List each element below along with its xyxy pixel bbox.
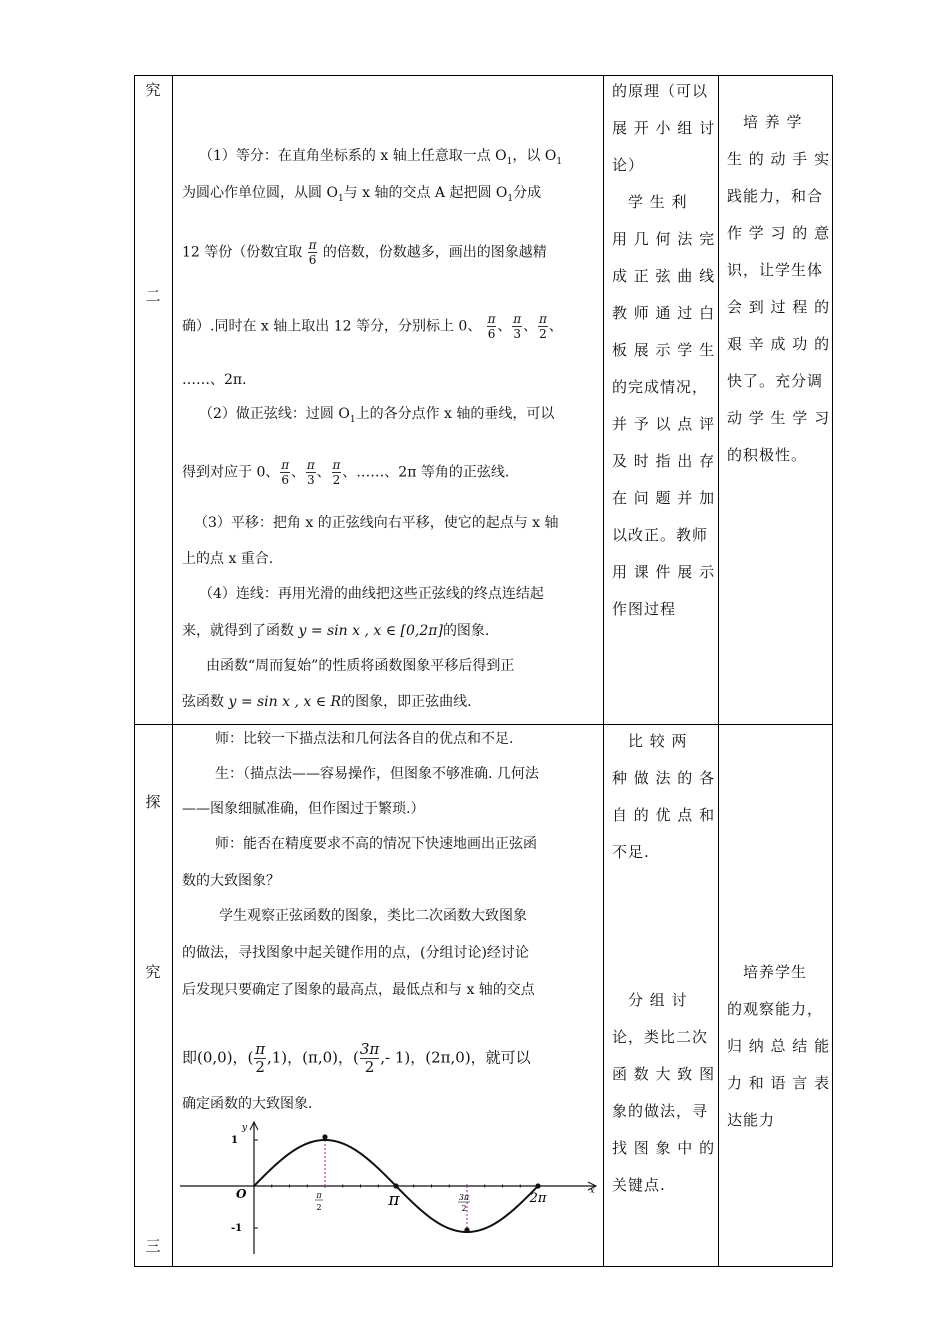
step1-line2: 为圆心作单位圆，从圆 $O_1$与 x 轴的交点 A 起把圆 $O_1$分成 xyxy=(182,185,542,204)
fraction-pi-over-2: $\frac{\pi}{2}$ xyxy=(538,312,547,341)
activity-line: 展 开 小 组 讨 xyxy=(612,119,716,137)
x-label-pi-half-den: 2 xyxy=(316,1203,322,1212)
dialog-teacher-2: 师：能否在精度要求不高的情况下快速地画出正弦函 xyxy=(215,836,537,852)
formula-domain-R: x ∈ R xyxy=(303,694,342,710)
intent-line: 践能力，和合 xyxy=(727,187,824,205)
step1-line3: 12 等份（份数宜取 $\frac{\pi}{6}$ 的倍数，份数越多，画出的图象越精 xyxy=(182,238,547,267)
dialog-teacher-2-cont: 数的大致图象？ xyxy=(182,873,280,889)
upper-intent-column xyxy=(727,104,830,474)
intent-line: 归 纳 总 结 能 xyxy=(727,1037,831,1055)
activity-line: 论） xyxy=(612,156,645,174)
dialog-student-1-cont: ——图象细腻准确，但作图过于繁琐.） xyxy=(182,801,425,817)
activity-line: 用 课 件 展 示 xyxy=(612,563,716,581)
x-label-2pi: 2π xyxy=(529,1191,547,1206)
activity-line: 作图过程 xyxy=(612,600,677,618)
step3-line2: 上的点 x 重合. xyxy=(182,551,274,567)
fraction-pi-over-2: $\frac{\pi}{2}$ xyxy=(255,1040,266,1076)
fraction-pi-over-6: $\frac{\pi}{6}$ xyxy=(308,238,317,267)
activity-line: 的完成情况， xyxy=(612,378,709,396)
fraction-pi-over-3: $\frac{\pi}{3}$ xyxy=(513,312,522,341)
intent-line: 识，让学生体 xyxy=(727,261,824,279)
lower-activity-column xyxy=(612,723,715,1204)
table-divider-2 xyxy=(603,75,604,1267)
key-point-min xyxy=(464,1227,469,1232)
stage-char-jiu-bottom: 究 xyxy=(145,963,161,981)
activity-line: 以改正。教师 xyxy=(612,526,709,544)
fraction-pi-over-6: $\frac{\pi}{6}$ xyxy=(487,312,496,341)
activity-line: 象的做法，寻 xyxy=(612,1102,709,1120)
activity-line: 成 正 弦 曲 线 xyxy=(612,267,716,285)
intent-line: 培 养 学 xyxy=(727,113,803,131)
activity-line: 自 的 优 点 和 xyxy=(612,806,716,824)
formula-y-sinx: y = sin x , xyxy=(298,623,369,639)
key-point-2pi xyxy=(535,1183,540,1188)
x-label-3pi-half-den: 2 xyxy=(461,1204,467,1213)
x-label-pi: π xyxy=(388,1190,400,1210)
intent-line: 的观察能力， xyxy=(727,1000,824,1018)
observation-line3: 后发现只要确定了图象的最高点，最低点和与 x 轴的交点 xyxy=(182,982,535,998)
stage-char-tan: 探 xyxy=(145,793,161,811)
step1-line4: 确）.同时在 x 轴上取出 12 等分，分别标上 0、 $\frac{\pi}{6}$ 、 $\frac{\pi}{3}$ 、 $\frac{\pi}{2}$ 、 xyxy=(182,312,563,341)
table-border-right xyxy=(832,75,833,1267)
table-border-top xyxy=(134,75,833,76)
formula-y-sinx: y = sin x , xyxy=(228,694,299,710)
key-points-line: 即(0,0)，( $\frac{\pi}{2}$ ,1)，(π,0)，( $\frac{3\pi}{2}$ ,- 1)，(2π,0)，就可以 xyxy=(182,1040,531,1076)
key-points-conclusion: 确定函数的大致图象. xyxy=(182,1096,313,1112)
step4-line2: 来，就得到了函数 y = sin x , x ∈ [0,2π]的图象. xyxy=(182,623,490,639)
intent-line: 动 学 生 学 习 xyxy=(727,409,831,427)
y-tick-minus-1: -1 xyxy=(231,1223,243,1234)
activity-line: 比 较 两 xyxy=(612,732,688,750)
upper-activity-column xyxy=(612,73,715,628)
intent-line: 会 到 过 程 的 xyxy=(727,298,831,316)
activity-line: 教 师 通 过 白 xyxy=(612,304,716,322)
stage-char-er: 二 xyxy=(145,287,161,305)
y-axis-label: y xyxy=(242,1123,248,1133)
stage-char-jiu-top: 究 xyxy=(145,81,161,99)
table-divider-3 xyxy=(718,75,719,1267)
observation-line2: 的做法，寻找图象中起关键作用的点，(分组讨论)经讨论 xyxy=(182,945,529,961)
y-tick-1: 1 xyxy=(231,1135,238,1146)
table-border-bottom xyxy=(134,1266,833,1267)
row-divider xyxy=(134,724,833,725)
formula-domain-0-2pi: x ∈ [0,2π] xyxy=(373,623,443,639)
dialog-student-1: 生：（描点法——容易操作，但图象不够准确. 几何法 xyxy=(215,766,539,782)
stage-char-san: 三 xyxy=(145,1237,161,1255)
fraction-3pi-over-2: $\frac{3\pi}{2}$ xyxy=(359,1040,380,1076)
dialog-teacher-1: 师：比较一下描点法和几何法各自的优点和不足. xyxy=(215,731,514,747)
observation-line1: 学生观察正弦函数的图象，类比二次函数大致图象 xyxy=(219,908,527,924)
table-border-left xyxy=(134,75,135,1267)
intent-line: 的积极性。 xyxy=(727,446,808,464)
step5-line1: 由函数“周而复始”的性质将函数图象平移后得到正 xyxy=(206,658,515,674)
activity-line: 找 图 象 中 的 xyxy=(612,1139,716,1157)
activity-line: 用 几 何 法 完 xyxy=(612,230,716,248)
step5-line2: 弦函数 y = sin x , x ∈ R的图象，即正弦曲线. xyxy=(182,694,472,710)
intent-line: 力 和 语 言 表 xyxy=(727,1074,831,1092)
step1-line1: （1）等分：在直角坐标系的 x 轴上任意取一点 $O_1$，以 $O_1$ xyxy=(199,148,563,167)
activity-line xyxy=(612,908,715,945)
lower-intent-column xyxy=(727,954,830,1139)
x-axis-label: x xyxy=(590,1186,595,1195)
key-point-max xyxy=(322,1134,327,1139)
intent-line: 培养学生 xyxy=(727,963,808,981)
intent-line: 艰 辛 成 功 的 xyxy=(727,335,831,353)
activity-line: 并 予 以 点 评 xyxy=(612,415,716,433)
intent-line: 作 学 习 的 意 xyxy=(727,224,831,242)
step1-line5: ……、2π. xyxy=(182,372,247,388)
origin-label: O xyxy=(236,1187,247,1201)
x-label-3pi-half-num: 3π xyxy=(458,1193,470,1202)
x-label-pi-half-num: π xyxy=(316,1191,322,1200)
key-point-pi xyxy=(393,1183,398,1188)
step2-line2: 得到对应于 0、 $\frac{\pi}{6}$ 、 $\frac{\pi}{3}$ 、 $\frac{\pi}{2}$ 、……、2π 等角的正弦线. xyxy=(182,458,510,487)
step2-line1: （2）做正弦线：过圆 $O_1$上的各分点作 x 轴的垂线，可以 xyxy=(199,406,555,425)
step4-line1: （4）连线：再用光滑的曲线把这些正弦线的终点连结起 xyxy=(199,586,544,602)
intent-line: 生 的 动 手 实 xyxy=(727,150,831,168)
intent-line: 达能力 xyxy=(727,1111,776,1129)
activity-line: 板 展 示 学 生 xyxy=(612,341,716,359)
activity-line: 学 生 利 xyxy=(612,193,688,211)
table-divider-1 xyxy=(172,75,173,1267)
sine-curve-graph xyxy=(176,1118,600,1258)
activity-line: 及 时 指 出 存 xyxy=(612,452,716,470)
intent-line: 快了。充分调 xyxy=(727,372,824,390)
step3-line1: （3）平移：把角 x 的正弦线向右平移，使它的起点与 x 轴 xyxy=(194,515,559,531)
fraction-pi-over-2: $\frac{\pi}{2}$ xyxy=(332,458,341,487)
activity-line: 在 问 题 并 加 xyxy=(612,489,716,507)
activity-line: 论，类比二次 xyxy=(612,1028,709,1046)
activity-line: 分 组 讨 xyxy=(612,991,688,1009)
activity-line xyxy=(612,871,715,908)
fraction-pi-over-3: $\frac{\pi}{3}$ xyxy=(306,458,315,487)
activity-line xyxy=(612,945,715,982)
fraction-pi-over-6: $\frac{\pi}{6}$ xyxy=(281,458,290,487)
activity-line: 种 做 法 的 各 xyxy=(612,769,716,787)
activity-line: 函 数 大 致 图 xyxy=(612,1065,716,1083)
activity-line: 的原理（可以 xyxy=(612,82,709,100)
activity-line: 不足. xyxy=(612,843,650,861)
activity-line: 关键点. xyxy=(612,1176,666,1194)
